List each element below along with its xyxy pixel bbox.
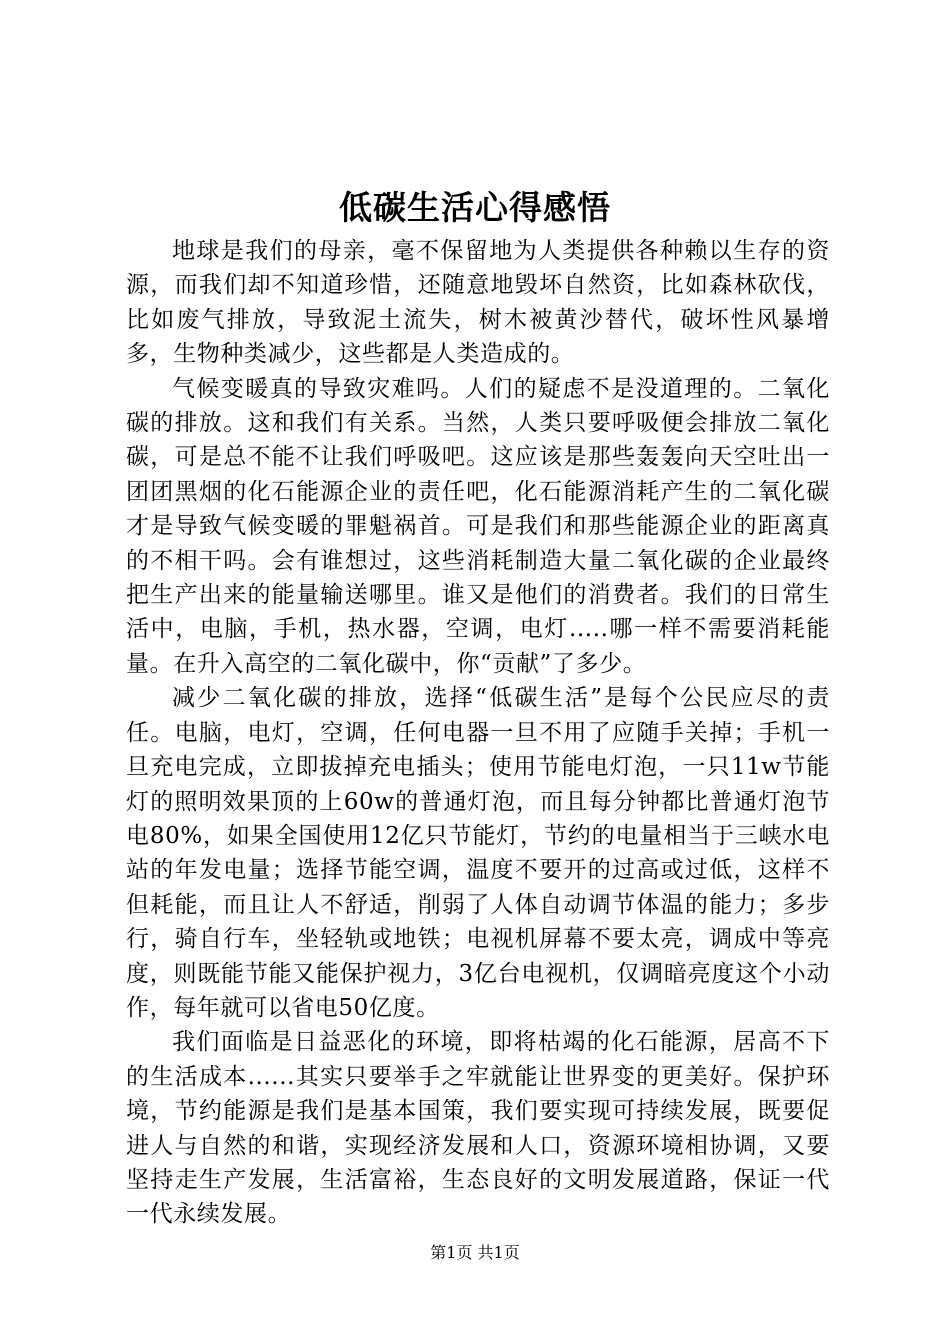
page-number-footer: 第1页 共1页 — [430, 1243, 520, 1262]
paragraph-3: 减少二氧化碳的排放，选择“低碳生活”是每个公民应尽的责任。电脑，电灯，空调，任何电器一旦不用了应随手关掉；手机一旦充电完成，立即拔掉充电插头；使用节能电灯泡，一只11w节能灯的照明效果顶的上60w的普通灯泡，而且每分钟都比普通灯泡节电80%，如果全国使用12亿只节能灯，节约的电量相当于三峡水电站的年发电量；选择节能空调，温度不要开的过高或过低，这样不但耗能，而且让人不舒适，削弱了人体自动调节体温的能力；多步行，骑自行车，坐轻轨或地铁；电视机屏幕不要太亮，调成中等亮度，则既能节能又能保护视力，3亿台电视机，仅调暗亮度这个小动作，每年就可以省电50亿度。 — [126, 685, 830, 1021]
paragraph-1: 地球是我们的母亲，毫不保留地为人类提供各种赖以生存的资源，而我们却不知道珍惜，还随意地毁坏自然资，比如森林砍伐，比如废气排放，导致泥土流失，树木被黄沙替代，破坏性风暴增多，生物种类减少，这些都是人类造成的。 — [126, 238, 830, 368]
paragraph-4: 我们面临是日益恶化的环境，即将枯竭的化石能源，居高不下的生活成本......其实只要举手之牢就能让世界变的更美好。保护环境，节约能源是我们是基本国策，我们要实现可持续发展，既要促进人与自然的和谐，实现经济发展和人口，资源环境相协调，又要坚持走生产发展，生活富裕，生态良好的文明发展道路，保证一代一代永续发展。 — [126, 1029, 830, 1228]
paragraph-2: 气候变暖真的导致灾难吗。人们的疑虑不是没道理的。二氧化碳的排放。这和我们有关系。当然，人类只要呼吸便会排放二氧化碳，可是总不能不让我们呼吸吧。这应该是那些轰轰向天空吐出一团团黑烟的化石能源企业的责任吧，化石能源消耗产生的二氧化碳才是导致气候变暖的罪魁祸首。可是我们和那些能源企业的距离真的不相干吗。会有谁想过，这些消耗制造大量二氧化碳的企业最终把生产出来的能量输送哪里。谁又是他们的消费者。我们的日常生活中，电脑，手机，热水器，空调，电灯.....哪一样不需要消耗能量。在升入高空的二氧化碳中，你“贡献”了多少。 — [126, 375, 830, 677]
document-body — [126, 234, 830, 1232]
document-title: 低碳生活心得感悟 — [339, 188, 611, 227]
